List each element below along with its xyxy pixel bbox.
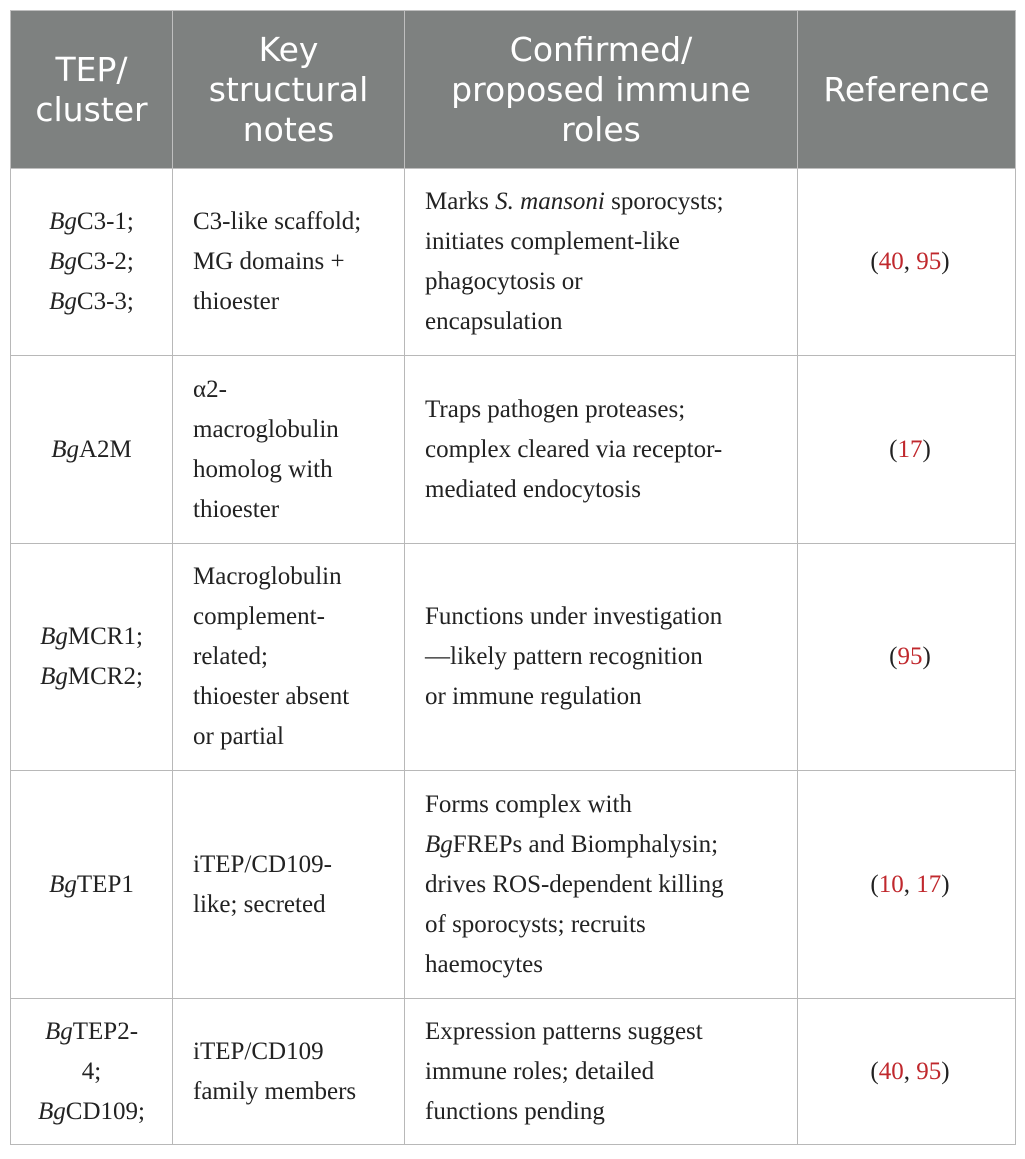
notes-line: homolog with xyxy=(193,455,333,483)
genus-prefix: Bg xyxy=(51,435,79,463)
notes-line: related; xyxy=(193,643,268,670)
cluster-line xyxy=(19,282,164,322)
table-row xyxy=(11,356,1016,544)
reference-link[interactable]: 95 xyxy=(916,1057,942,1085)
roles-line xyxy=(425,597,784,637)
roles-line xyxy=(425,945,784,985)
roles-text: mediated endocytosis xyxy=(425,475,641,503)
cluster-name: MCR2; xyxy=(67,663,143,690)
roles-line xyxy=(425,302,784,342)
notes-line: complement- xyxy=(193,603,325,630)
notes-line: family members xyxy=(193,1077,357,1105)
header-reference: Reference xyxy=(798,11,1016,169)
cell-tep-cluster xyxy=(11,771,173,999)
roles-text: —likely pattern recognition xyxy=(425,643,703,670)
roles-text: complex cleared via receptor- xyxy=(425,435,723,463)
genus-prefix: Bg xyxy=(40,623,68,650)
roles-text: haemocytes xyxy=(425,950,544,978)
roles-line xyxy=(425,470,784,510)
cluster-line xyxy=(19,865,164,905)
notes-line: thioester xyxy=(193,495,280,523)
notes-line: α2- xyxy=(193,375,227,403)
roles-italic: Bg xyxy=(425,830,453,858)
roles-text: functions pending xyxy=(425,1097,605,1125)
cluster-name: C3-2; xyxy=(76,248,134,275)
tep-cluster-table xyxy=(10,10,1016,1145)
roles-line xyxy=(425,262,784,302)
table-row xyxy=(11,999,1016,1145)
roles-line xyxy=(425,430,784,470)
cell-reference: (40, 95) xyxy=(798,999,1016,1145)
cell-structural-notes xyxy=(173,999,405,1145)
roles-line xyxy=(425,677,784,717)
cell-reference: (10, 17) xyxy=(798,771,1016,999)
roles-line xyxy=(425,865,784,905)
notes-line: or partial xyxy=(193,723,284,750)
roles-text: immune roles; detailed xyxy=(425,1057,655,1085)
reference-link[interactable]: 17 xyxy=(897,435,923,463)
notes-line: iTEP/CD109 xyxy=(193,1037,324,1065)
cell-structural-notes xyxy=(173,544,405,771)
roles-text: drives ROS-dependent killing xyxy=(425,870,724,898)
cell-immune-roles xyxy=(405,169,798,356)
genus-prefix: Bg xyxy=(49,870,77,898)
cell-reference: (40, 95) xyxy=(798,169,1016,356)
cluster-line xyxy=(19,202,164,242)
reference-link[interactable]: 40 xyxy=(878,1057,904,1085)
cluster-line xyxy=(19,242,164,282)
cell-tep-cluster xyxy=(11,356,173,544)
notes-line: thioester xyxy=(193,288,280,315)
roles-line xyxy=(425,637,784,677)
cell-tep-cluster xyxy=(11,169,173,356)
table-row xyxy=(11,169,1016,356)
roles-text: Expression patterns suggest xyxy=(425,1017,703,1045)
reference-link[interactable]: 95 xyxy=(897,643,923,670)
reference-link[interactable]: 10 xyxy=(878,870,904,898)
cluster-name: 4; xyxy=(81,1057,102,1085)
notes-line: like; secreted xyxy=(193,890,326,918)
cluster-line xyxy=(19,1052,164,1092)
roles-line xyxy=(425,182,784,222)
notes-line: C3-like scaffold; xyxy=(193,208,362,235)
roles-line xyxy=(425,222,784,262)
cell-structural-notes xyxy=(173,771,405,999)
roles-text-after: sporocysts; xyxy=(604,188,724,215)
roles-text: of sporocysts; recruits xyxy=(425,910,646,938)
cell-tep-cluster xyxy=(11,544,173,771)
cell-immune-roles xyxy=(405,771,798,999)
genus-prefix: Bg xyxy=(49,208,77,235)
cluster-line xyxy=(19,617,164,657)
roles-text: or immune regulation xyxy=(425,683,642,710)
cluster-line xyxy=(19,1012,164,1052)
notes-line: Macroglobulin xyxy=(193,563,342,590)
header-row xyxy=(11,11,1016,169)
cell-structural-notes xyxy=(173,356,405,544)
genus-prefix: Bg xyxy=(49,288,77,315)
cell-immune-roles xyxy=(405,999,798,1145)
table-row xyxy=(11,771,1016,999)
roles-line xyxy=(425,1052,784,1092)
cluster-line xyxy=(19,430,164,470)
roles-text: initiates complement-like xyxy=(425,228,680,255)
genus-prefix: Bg xyxy=(40,663,68,690)
notes-line: macroglobulin xyxy=(193,415,339,443)
roles-text-after: FREPs and Biomphalysin; xyxy=(452,830,719,858)
cluster-line xyxy=(19,1092,164,1132)
cluster-name: MCR1; xyxy=(67,623,143,650)
genus-prefix: Bg xyxy=(49,248,77,275)
cluster-name: TEP2- xyxy=(72,1017,139,1045)
cluster-name: C3-3; xyxy=(76,288,134,315)
notes-line: MG domains + xyxy=(193,248,345,275)
cluster-line xyxy=(19,657,164,697)
header-immune-roles: Confirmed/ proposed immune roles xyxy=(405,11,798,169)
notes-line: thioester absent xyxy=(193,683,350,710)
roles-text: Functions under investigation xyxy=(425,603,723,630)
roles-text: Marks xyxy=(425,188,496,215)
roles-italic: S. mansoni xyxy=(495,188,605,215)
table-row xyxy=(11,544,1016,771)
roles-text: phagocytosis or xyxy=(425,268,583,295)
roles-line xyxy=(425,390,784,430)
reference-link[interactable]: 40 xyxy=(878,248,904,275)
cell-reference: (95) xyxy=(798,544,1016,771)
roles-text: Traps pathogen proteases; xyxy=(425,395,686,423)
roles-line xyxy=(425,785,784,825)
cell-reference: (17) xyxy=(798,356,1016,544)
roles-line xyxy=(425,1012,784,1052)
cell-immune-roles xyxy=(405,356,798,544)
genus-prefix: Bg xyxy=(38,1097,66,1125)
cell-structural-notes xyxy=(173,169,405,356)
cell-tep-cluster xyxy=(11,999,173,1145)
roles-line xyxy=(425,905,784,945)
roles-line xyxy=(425,1092,784,1132)
header-structural-notes: Key structural notes xyxy=(173,11,405,169)
cell-immune-roles xyxy=(405,544,798,771)
cluster-name: C3-1; xyxy=(76,208,134,235)
notes-line: iTEP/CD109- xyxy=(193,850,332,878)
cluster-name: CD109; xyxy=(65,1097,145,1125)
genus-prefix: Bg xyxy=(44,1017,73,1045)
reference-link[interactable]: 17 xyxy=(916,870,942,898)
reference-link[interactable]: 95 xyxy=(916,248,942,275)
roles-text: encapsulation xyxy=(425,308,563,335)
cluster-name: TEP1 xyxy=(76,870,134,898)
roles-text: Forms complex with xyxy=(425,790,632,818)
cluster-name: A2M xyxy=(78,435,132,463)
header-tep-cluster: TEP/ cluster xyxy=(11,11,173,169)
roles-line xyxy=(425,825,784,865)
